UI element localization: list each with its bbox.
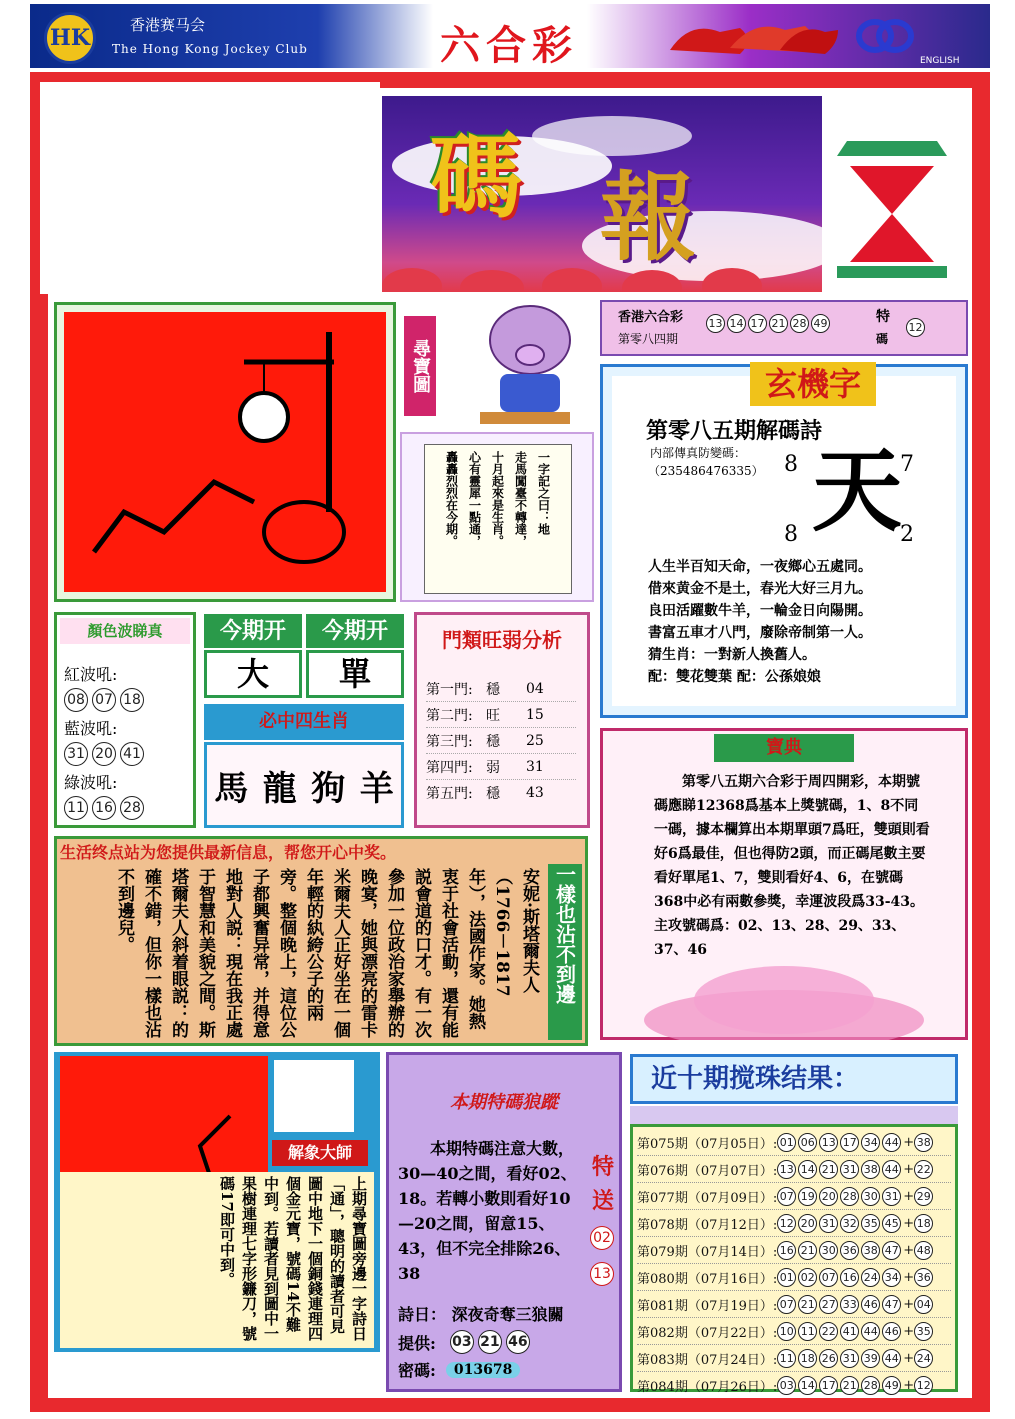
digit-br: 2: [900, 522, 914, 547]
rings-logo-icon[interactable]: [855, 18, 915, 54]
poem-line: 書富五車才八門，廢除帝制第一人。: [648, 625, 872, 641]
zodiac-animal: 羊: [359, 768, 394, 809]
banner-char-ma: 碼: [430, 124, 523, 231]
history-strip: [630, 1106, 958, 1124]
doors-title: 門類旺弱分析: [442, 628, 562, 652]
jiexiang-title: 解象大師: [272, 1140, 368, 1166]
poem-line: 配：雙花雙葉 配：公孫娘娘: [648, 669, 821, 685]
ball: 14: [727, 314, 746, 333]
history-row: 第075期 （07月05日）: 01 06 13 17 34 44 + 38: [637, 1129, 951, 1156]
poem-title: 第零八五期解碼詩: [646, 418, 823, 444]
send-number-1: 02: [590, 1226, 618, 1250]
logo-glyph: HK: [50, 25, 90, 51]
history-row: 第077期 （07月09日）: 07 19 20 28 30 31 + 29: [637, 1183, 951, 1210]
horses-icon: [660, 10, 840, 62]
special-trace-text: 本期特碼注意大數，30—40之間，看好02、18。若轉小數則看好10—20之間，留意15、43，但不完全排除26、38: [398, 1139, 577, 1283]
digit-bl: 8: [784, 522, 798, 547]
history-row: 第082期 （07月22日）: 10 11 22 41 44 46 + 35: [637, 1318, 951, 1345]
blue-wave-label: 藍波吼:: [64, 719, 118, 738]
hint-line: 心有靈犀一點通，: [467, 451, 482, 547]
doors-list: [426, 676, 576, 805]
door-row: 第四門: 弱 31: [426, 754, 576, 780]
hint-line: 十月起來是生肖。: [490, 451, 505, 547]
insider-label: 内部傳真防變碼：: [650, 446, 747, 460]
history-row: 第083期 （07月24日）: 11 18 26 31 39 44 + 24: [637, 1345, 951, 1372]
mystic-char: 天: [812, 438, 902, 544]
special-trace-title: 本期特碼狼蹤: [450, 1092, 558, 1113]
blank-box: [40, 82, 380, 294]
hint-line: 一字記之曰：地: [536, 451, 551, 535]
color-wave-title: 顏色波睇真: [60, 618, 190, 644]
riddle-drawing-icon: [64, 312, 386, 592]
brand-cn: 香港赛马会: [130, 16, 206, 34]
green-wave-balls: 11 16 28: [64, 796, 148, 820]
ball: 21: [769, 314, 788, 333]
hint-line: 走馬闖臺不轉達，: [513, 451, 528, 547]
jockey-club-logo[interactable]: [44, 12, 96, 64]
insider-code: （235486476335）: [648, 464, 764, 478]
last-draw-name: 香港六合彩: [618, 310, 684, 325]
banner-char-bao: 報: [600, 162, 696, 274]
door-row: 第二門: 旺 15: [426, 702, 576, 728]
treasure-text: 第零八五期六合彩于周四開彩，本期號碼應睇12368爲基本上獎號碼，1、8不同一碼，據本欄算出本期單頭7爲旺，雙頭則看好6爲最佳，但也得防2頭，而正碼尾數主要看好單尾1、7，雙則看好4、6，在號碼368中必有兩數參獎，幸運波段爲33-43。主攻號碼爲：02、13、28、29、33、37、46: [654, 774, 930, 958]
door-row: 第一門: 穩 04: [426, 676, 576, 702]
this-period-label-1: 今期开: [204, 614, 302, 648]
mystic-poem: [648, 556, 948, 688]
poem-line: 人生半百知天命，一夜鄉心五處同。: [648, 559, 872, 575]
code-row: 密碼: 013678: [398, 1358, 520, 1381]
blue-wave-balls: 31 20 41: [64, 742, 148, 766]
hint-line: 轟轟烈烈在今期。: [444, 451, 459, 547]
door-row: 第五門: 穩 43: [426, 784, 544, 802]
mystic-title: 玄機字: [750, 362, 876, 406]
send-label-1: 特: [592, 1154, 615, 1180]
life-story: 安妮·斯塔爾夫人（1766－1817年），法國作家。她熱衷于社會活動，還有能説會道的口才。有一次參加一位政治家舉辦的晚宴，她與漂亮的雷卡米爾夫人正好坐在一個年輕的紈絝公子的兩旁。整個晚上，這位公子都興奮异常，并得意地對人説：現在我正處于智慧和美貌之間。斯塔爾夫人斜着眼説：的確不錯，但你一樣也沾不到邊兒。: [114, 868, 539, 1038]
history-row: 第079期 （07月14日）: 16 21 30 36 38 47 + 48: [637, 1237, 951, 1264]
ball: 28: [790, 314, 809, 333]
poem-line-row: 詩日： 深夜奇奪三狼關: [398, 1305, 564, 1324]
treasure-title: 寶典: [714, 734, 854, 762]
send-number-2: 13: [590, 1262, 618, 1286]
history-table: [630, 1124, 958, 1395]
english-link[interactable]: ENGLISH: [920, 56, 960, 66]
history-row: 第076期 （07月07日）: 13 14 21 31 38 44 + 22: [637, 1156, 951, 1183]
pig-mascot-icon: [450, 300, 590, 430]
special-label-2: 碼: [876, 332, 889, 346]
ball: 17: [748, 314, 767, 333]
zodiac-animal: 狗: [311, 768, 346, 809]
four-zodiac-animals: [204, 742, 404, 828]
life-station-title: 生活终点站为您提供最新信息，帮您开心中奖。: [60, 843, 397, 862]
page-title: 六合彩: [440, 23, 578, 69]
four-zodiac-title: 必中四生肖: [204, 704, 404, 740]
send-label-2: 送: [592, 1188, 615, 1214]
this-period-label-2: 今期开: [306, 614, 404, 648]
last-draw-period: 第零八四期: [618, 332, 679, 346]
hunt-label: 尋寶圖: [404, 316, 436, 416]
hint-scroll: [424, 444, 572, 594]
poem-line: 借來黄金不是土，春光大好三月九。: [648, 581, 872, 597]
history-title: 近十期搅珠结果：: [630, 1054, 958, 1104]
poem-line: 猜生肖：一對新人換舊人。: [648, 647, 816, 663]
this-period-parity: 單: [306, 650, 404, 698]
ball: 13: [706, 314, 725, 333]
red-wave-balls: 08 07 18: [64, 688, 148, 712]
red-wave-label: 紅波吼:: [64, 665, 118, 684]
history-row: 第080期 （07月16日）: 01 02 07 16 24 34 + 36: [637, 1264, 951, 1291]
last-draw-numbers: [706, 314, 832, 333]
special-number: 12: [906, 316, 927, 337]
poem-line: 良田活躍數牛羊，一輪金日向陽開。: [648, 603, 872, 619]
brand-en: The Hong Kong Jockey Club: [112, 42, 308, 56]
digit-tl: 8: [784, 452, 798, 477]
this-period-size: 大: [204, 650, 302, 698]
provide-row: 提供: 03 21 46: [398, 1330, 534, 1354]
ball: 49: [811, 314, 830, 333]
digit-tr: 7: [900, 452, 914, 477]
zodiac-animal: 馬: [214, 768, 249, 809]
green-wave-label: 綠波吼:: [64, 773, 118, 792]
zodiac-animal: 龍: [262, 768, 297, 809]
special-label: 特: [876, 309, 890, 325]
history-row: 第084期 （07月26日）: 03 14 17 21 28 49 + 12: [637, 1372, 951, 1398]
book-icon: [274, 1060, 354, 1132]
door-row: 第三門: 穩 25: [426, 728, 576, 754]
history-row: 第078期 （07月12日）: 12 20 31 32 35 45 + 18: [637, 1210, 951, 1237]
jiexiang-text: 上期尋寶圖旁邊一字詩日「通」，聰明的讀者可見圖中地下一個銅錢連理四個金元寶，號碼14不難中到。若讀者見到圖中一果樹連理七字形鐮刀，號碼17即可中到。: [60, 1172, 374, 1348]
history-row: 第081期 （07月19日）: 07 21 27 33 46 47 + 04: [637, 1291, 951, 1318]
life-side-title: 一樣也沾不到邊: [548, 864, 582, 1040]
